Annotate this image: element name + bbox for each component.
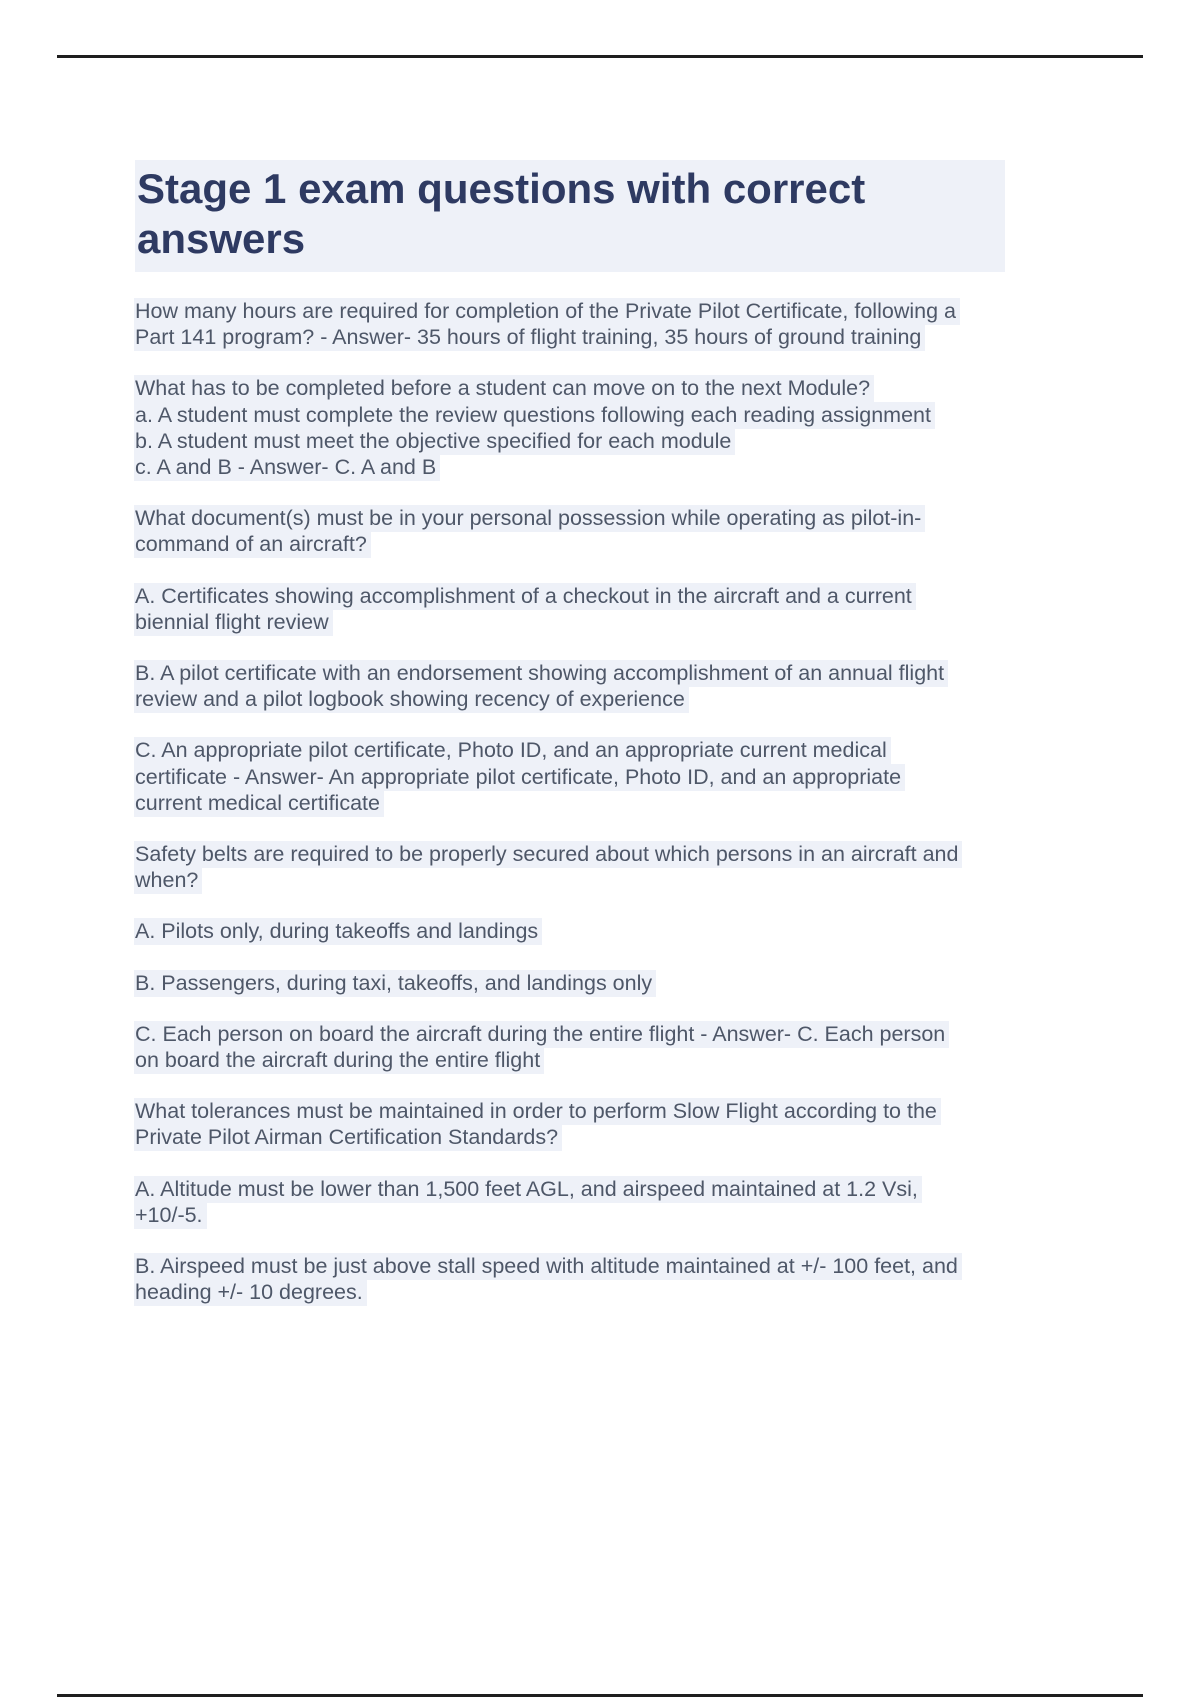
paragraph bbox=[135, 1021, 1115, 1073]
paragraph bbox=[135, 298, 1115, 350]
paragraph-line: B. Airspeed must be just above stall speed with altitude maintained at +/- 100 feet, and bbox=[134, 1253, 962, 1280]
paragraph-line: A. Altitude must be lower than 1,500 feet AGL, and airspeed maintained at 1.2 Vsi, bbox=[134, 1176, 922, 1203]
paragraph bbox=[135, 1176, 1115, 1228]
paragraph-line: A. Certificates showing accomplishment of a checkout in the aircraft and a current bbox=[134, 583, 916, 610]
paragraph-line: certificate - Answer- An appropriate pilot certificate, Photo ID, and an appropriate bbox=[134, 764, 905, 791]
bottom-rule bbox=[57, 1694, 1143, 1697]
paragraph-line: Part 141 program? - Answer- 35 hours of flight training, 35 hours of ground training bbox=[134, 324, 925, 351]
paragraph-line: command of an aircraft? bbox=[134, 531, 371, 558]
paragraph bbox=[135, 1253, 1115, 1305]
paragraph-line: when? bbox=[134, 867, 202, 894]
paragraph-line: review and a pilot logbook showing recency of experience bbox=[134, 686, 689, 713]
paragraph-line: biennial flight review bbox=[134, 609, 333, 636]
paragraph-line: B. A pilot certificate with an endorsement showing accomplishment of an annual flight bbox=[134, 660, 948, 687]
paragraph-line: How many hours are required for completion of the Private Pilot Certificate, following a bbox=[134, 298, 960, 325]
paragraph-line: C. Each person on board the aircraft during the entire flight - Answer- C. Each person bbox=[134, 1021, 949, 1048]
paragraph bbox=[135, 841, 1115, 893]
paragraph-line: What document(s) must be in your personal possession while operating as pilot-in- bbox=[134, 505, 925, 532]
paragraph bbox=[135, 505, 1115, 557]
paragraph-line: +10/-5. bbox=[134, 1202, 207, 1229]
paragraphs bbox=[135, 298, 1115, 1305]
top-rule bbox=[57, 55, 1143, 58]
paragraph-line: on board the aircraft during the entire flight bbox=[134, 1047, 544, 1074]
page-title: Stage 1 exam questions with correct answers bbox=[135, 160, 1005, 272]
paragraph-line: c. A and B - Answer- C. A and B bbox=[134, 454, 440, 481]
paragraph-line: What tolerances must be maintained in order to perform Slow Flight according to the bbox=[134, 1098, 941, 1125]
paragraph bbox=[135, 583, 1115, 635]
paragraph bbox=[135, 918, 1115, 944]
paragraph-line: current medical certificate bbox=[134, 790, 384, 817]
document-content bbox=[135, 160, 1115, 1330]
paragraph-line: b. A student must meet the objective specified for each module bbox=[134, 428, 735, 455]
paragraph-line: Safety belts are required to be properly secured about which persons in an aircraft and bbox=[134, 841, 962, 868]
paragraph-line: C. An appropriate pilot certificate, Photo ID, and an appropriate current medical bbox=[134, 737, 891, 764]
paragraph-line: Private Pilot Airman Certification Standards? bbox=[134, 1124, 562, 1151]
paragraph-line: What has to be completed before a student can move on to the next Module? bbox=[134, 375, 874, 402]
paragraph-line: heading +/- 10 degrees. bbox=[134, 1279, 367, 1306]
paragraph-line: a. A student must complete the review questions following each reading assignment bbox=[134, 402, 935, 429]
paragraph bbox=[135, 737, 1115, 816]
paragraph bbox=[135, 970, 1115, 996]
paragraph-line: B. Passengers, during taxi, takeoffs, and landings only bbox=[134, 970, 656, 997]
paragraph-line: A. Pilots only, during takeoffs and landings bbox=[134, 918, 542, 945]
paragraph bbox=[135, 375, 1115, 480]
paragraph bbox=[135, 1098, 1115, 1150]
paragraph bbox=[135, 660, 1115, 712]
